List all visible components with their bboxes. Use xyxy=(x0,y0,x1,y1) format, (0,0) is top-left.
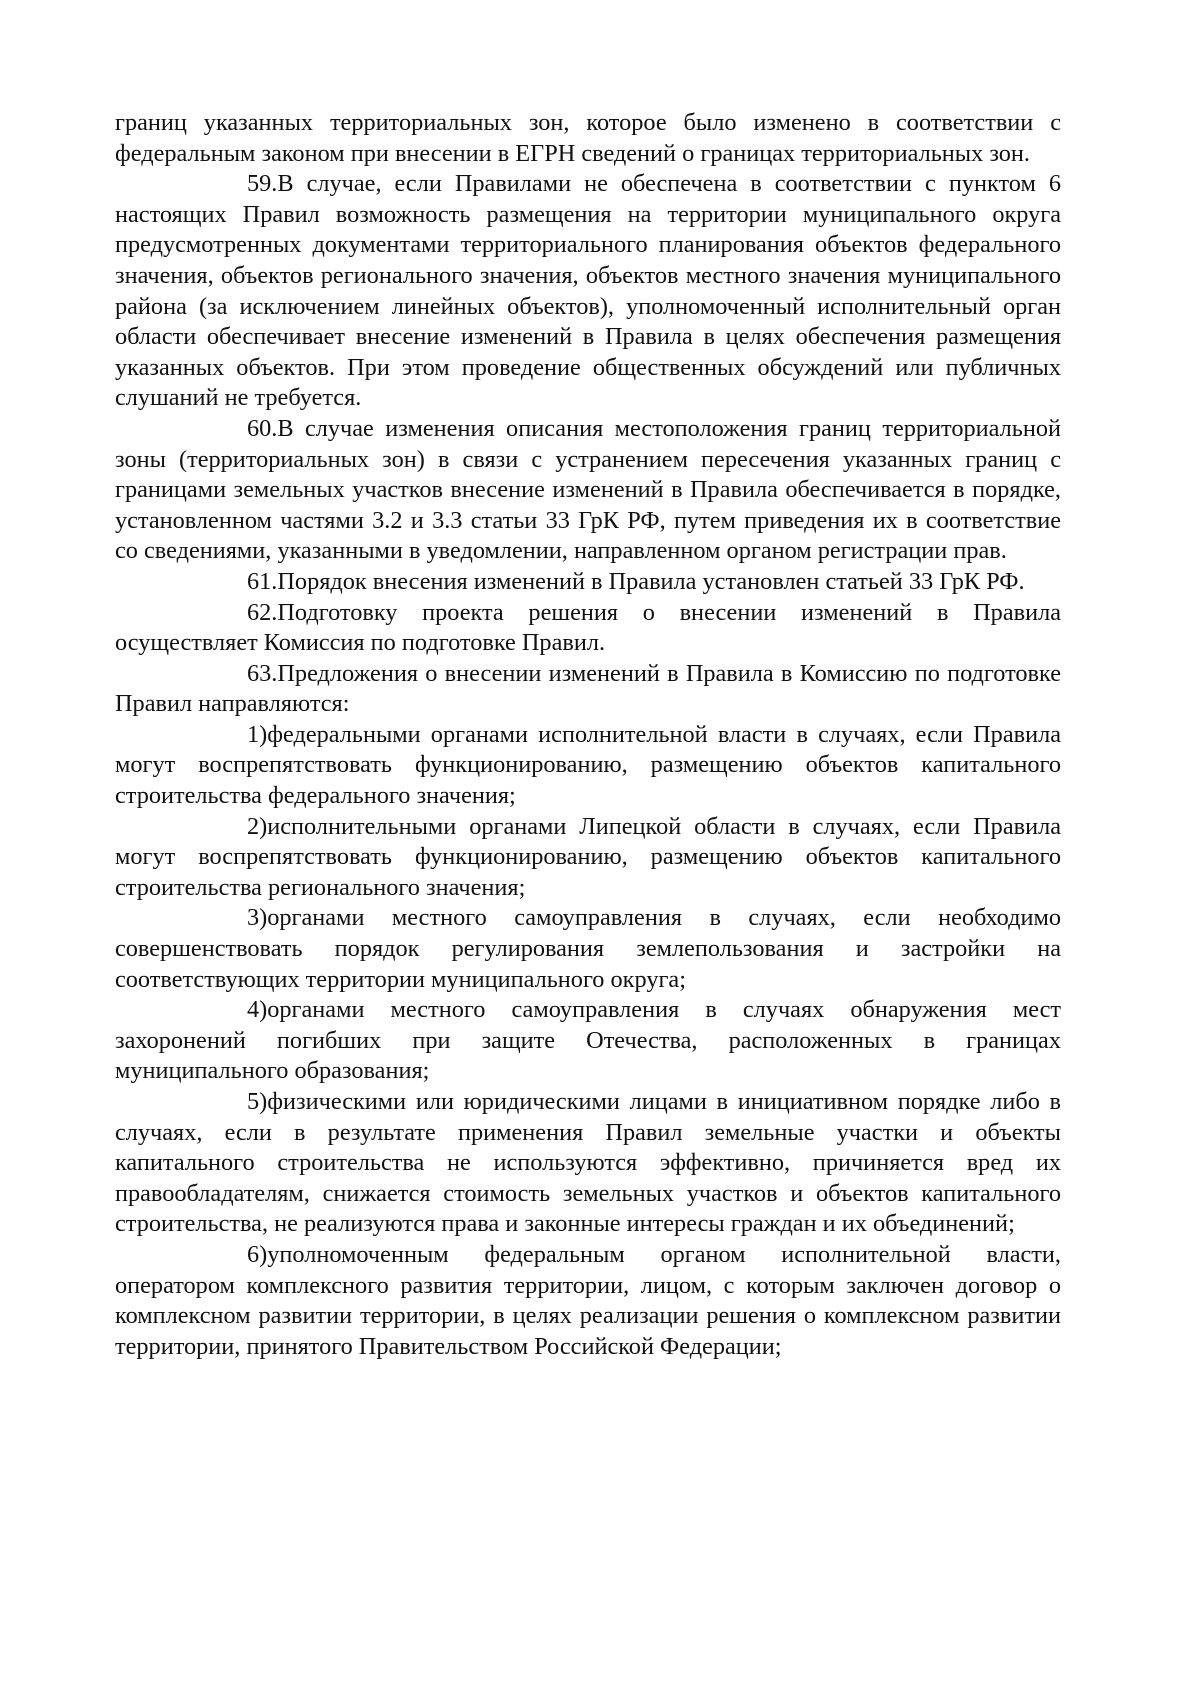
list-item-number: 4) xyxy=(247,996,268,1024)
list-item-number: 3) xyxy=(247,904,268,932)
paragraph-continuation: границ указанных территориальных зон, которое было изменено в соответствии с федеральным законом при внесении в ЕГРН сведений о границах территориальных зон. xyxy=(115,109,1061,167)
paragraph-63 xyxy=(115,659,1061,720)
paragraph-text: Порядок внесения изменений в Правила установлен статьей 33 ГрК РФ. xyxy=(277,567,1025,595)
paragraph-text: В случае, если Правилами не обеспечена в соответствии с пунктом 6 настоящих Правил возможность размещения на территории муниципального округа предусмотренных документами территориального планирования объектов федерального значения, объектов регионального значения, объектов местного значения муниципального района (за исключением линейных объектов), уполномоченный исполнительный орган области обеспечивает внесение изменений в Правила в целях обеспечения размещения указанных объектов. При этом проведение общественных обсуждений или публичных слушаний не требуется. xyxy=(115,170,1061,412)
paragraph-text: Предложения о внесении изменений в Правила в Комиссию по подготовке Правил направляются: xyxy=(115,659,1061,718)
list-item-text: уполномоченным федеральным органом исполнительной власти, оператором комплексного развития территории, лицом, с которым заключен договор о комплексном развитии территории, в целях реализации решения о комплексном развитии территории, принятого Правительством Российской Федерации; xyxy=(115,1240,1061,1360)
paragraph-number: 62. xyxy=(247,598,278,626)
paragraph-number: 60. xyxy=(247,414,278,442)
list-item-number: 5) xyxy=(247,1088,268,1115)
list-item-text: органами местного самоуправления в случаях, если необходимо совершенствовать порядок регулирования землепользования и застройки на соответствующих территории муниципального округа; xyxy=(115,904,1061,993)
paragraph-text: Подготовку проекта решения о внесении изменений в Правила осуществляет Комиссия по подготовке Правил. xyxy=(115,598,1061,657)
paragraph-61 xyxy=(115,567,1061,598)
list-item-text: федеральными органами исполнительной власти в случаях, если Правила могут воспрепятствовать функционированию, размещению объектов капитального строительства федерального значения; xyxy=(115,720,1061,810)
paragraph-number: 63. xyxy=(247,659,278,687)
document-page xyxy=(115,108,1061,1362)
list-item-4 xyxy=(115,995,1061,1087)
paragraph-number: 61. xyxy=(247,567,278,595)
paragraph-number: 59. xyxy=(247,170,278,198)
list-item-1 xyxy=(115,720,1061,812)
paragraph-text: В случае изменения описания местоположения границ территориальной зоны (территориальных зон) в связи с устранением пересечения указанных границ с границами земельных участков внесение изменений в Правила обеспечивается в порядке, установленном частями 3.2 и 3.3 статьи 33 ГрК РФ, путем приведения их в соответствие со сведениями, указанными в уведомлении, направленном органом регистрации прав. xyxy=(115,414,1061,565)
list-item-text: физическими или юридическими лицами в инициативном порядке либо в случаях, если в результате применения Правил земельные участки и объекты капитального строительства не используются эффективно, причиняется вред их правообладателям, снижается стоимость земельных участков и объектов капитального строительства, не реализуются права и законные интересы граждан и их объединений; xyxy=(115,1088,1061,1238)
paragraph-62 xyxy=(115,598,1061,659)
list-item-5 xyxy=(115,1087,1061,1240)
list-item-number: 2) xyxy=(247,812,268,840)
list-item-2 xyxy=(115,812,1061,904)
list-item-number: 1) xyxy=(247,720,268,748)
paragraph-60 xyxy=(115,414,1061,567)
paragraph-59 xyxy=(115,169,1061,414)
list-item-3 xyxy=(115,903,1061,995)
list-item-text: исполнительными органами Липецкой области в случаях, если Правила могут воспрепятствовать функционированию, размещению объектов капитального строительства регионального значения; xyxy=(115,812,1061,901)
list-item-6 xyxy=(115,1240,1061,1362)
list-item-text: органами местного самоуправления в случаях обнаружения мест захоронений погибших при защите Отечества, расположенных в границах муниципального образования; xyxy=(115,996,1061,1085)
list-item-number: 6) xyxy=(247,1240,268,1268)
